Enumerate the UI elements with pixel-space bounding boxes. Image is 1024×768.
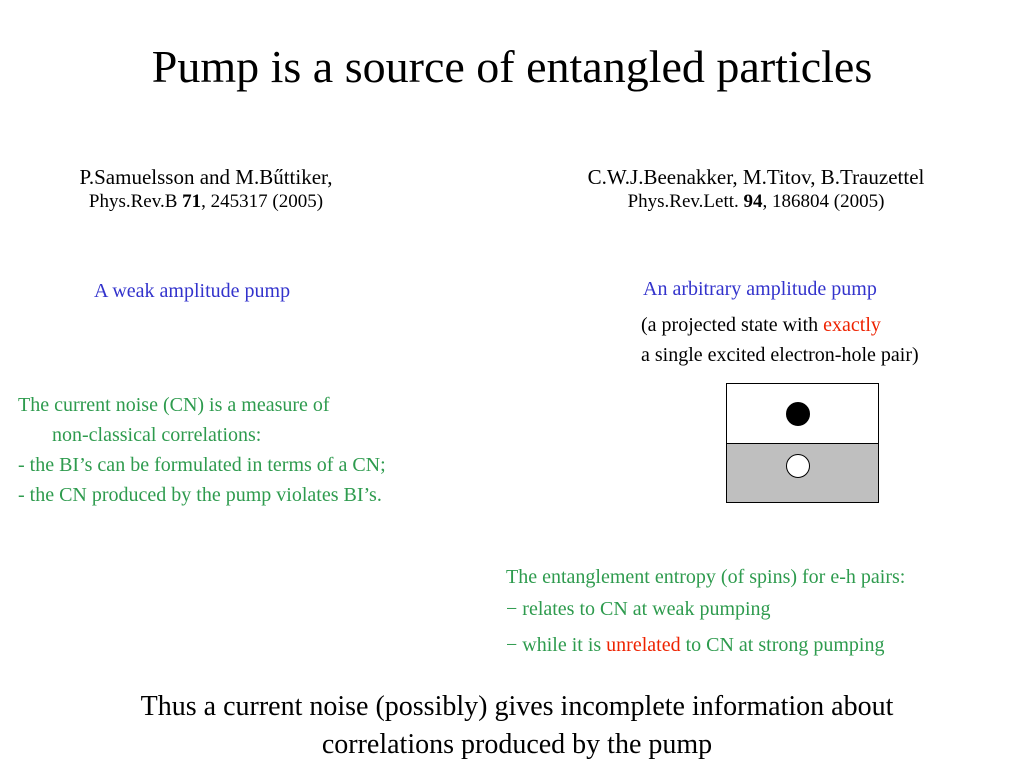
projected-state-text: (a projected state with bbox=[641, 314, 824, 336]
left-reference bbox=[0, 164, 412, 214]
conclusion-text bbox=[0, 688, 1024, 764]
arbitrary-pump-heading: An arbitrary amplitude pump bbox=[643, 278, 877, 300]
entropy-line-2: − relates to CN at weak pumping bbox=[506, 598, 771, 620]
cn-line-1: The current noise (CN) is a measure of bbox=[18, 394, 330, 416]
right-reference-journal: Phys.Rev.Lett. bbox=[627, 191, 744, 212]
entropy-line-1: The entanglement entropy (of spins) for e-h pairs: bbox=[506, 566, 906, 588]
entropy-line-3-end: to CN at strong pumping bbox=[680, 634, 885, 656]
cn-line-3: - the BI’s can be formulated in terms of a CN; bbox=[18, 454, 386, 476]
left-reference-volume: 71 bbox=[182, 191, 202, 212]
hole-hollow-circle-icon bbox=[786, 454, 810, 478]
entropy-line-3 bbox=[506, 630, 905, 660]
unrelated-highlight: unrelated bbox=[606, 634, 681, 656]
electron-filled-circle-icon bbox=[786, 402, 810, 426]
projected-state-line-2: a single excited electron-hole pair) bbox=[641, 344, 919, 366]
left-reference-pages: , 245317 (2005) bbox=[201, 191, 324, 212]
right-reference-authors: C.W.J.Beenakker, M.Titov, B.Trauzettel bbox=[587, 165, 925, 189]
exactly-highlight: exactly bbox=[823, 314, 881, 336]
electron-hole-diagram bbox=[726, 383, 879, 503]
conclusion-line-2: correlations produced by the pump bbox=[321, 729, 713, 760]
right-reference-volume: 94 bbox=[743, 191, 763, 212]
projected-state-description bbox=[641, 310, 919, 370]
entanglement-entropy-block bbox=[506, 562, 905, 660]
right-reference-citation bbox=[500, 190, 1012, 214]
left-reference-citation bbox=[0, 190, 412, 214]
cn-line-4: - the CN produced by the pump violates BI’s. bbox=[18, 484, 382, 506]
right-reference bbox=[500, 164, 1012, 214]
left-reference-authors: P.Samuelsson and M.Bűttiker, bbox=[79, 165, 333, 189]
cn-line-2: non-classical correlations: bbox=[52, 424, 262, 446]
right-reference-pages: , 186804 (2005) bbox=[762, 191, 885, 212]
current-noise-block bbox=[18, 390, 386, 510]
entropy-line-3-start: − while it is bbox=[506, 634, 607, 656]
left-reference-journal: Phys.Rev.B bbox=[88, 191, 183, 212]
slide-title: Pump is a source of entangled particles bbox=[151, 41, 873, 92]
projected-state-line-1 bbox=[641, 310, 919, 340]
conclusion-line-1: Thus a current noise (possibly) gives incomplete information about bbox=[140, 691, 894, 722]
weak-pump-heading: A weak amplitude pump bbox=[94, 280, 291, 302]
